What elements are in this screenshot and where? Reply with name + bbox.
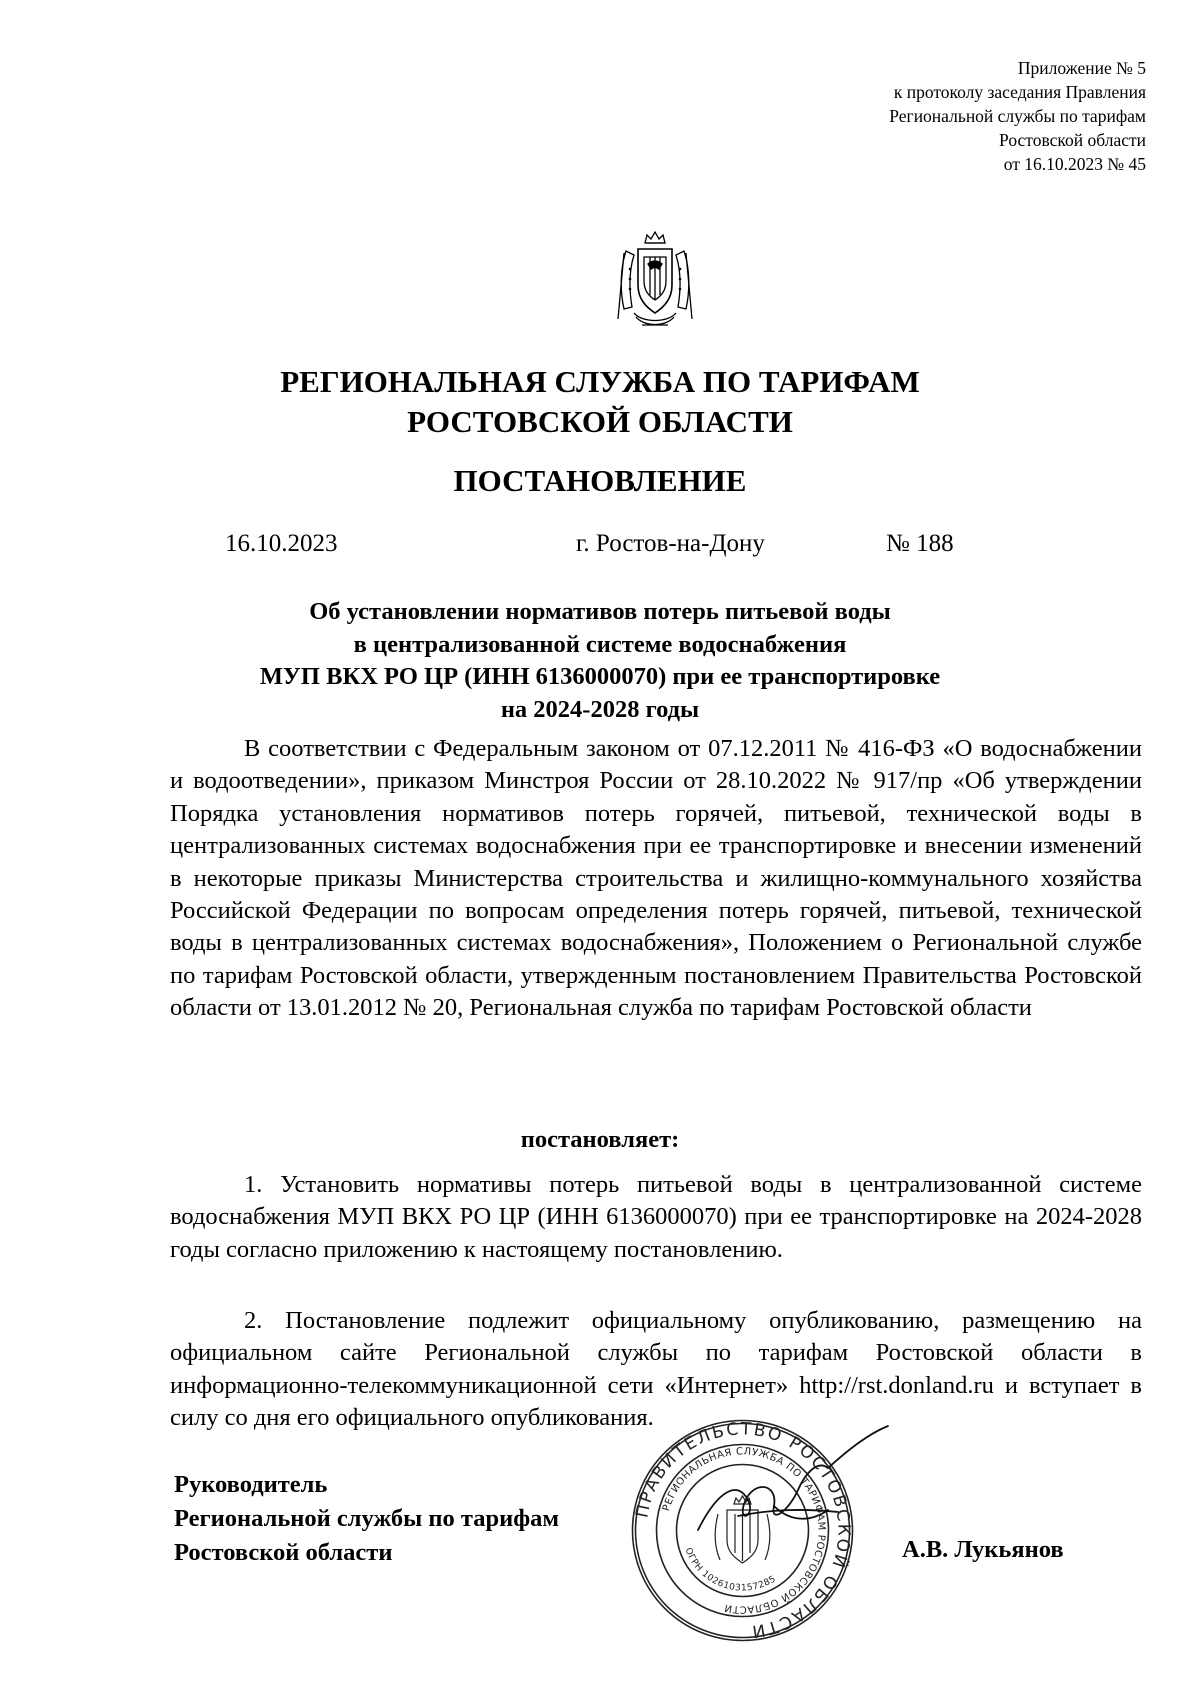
signer-title-line: Региональной службы по тарифам xyxy=(174,1505,560,1532)
stamp-inner-text: РЕГИОНАЛЬНАЯ СЛУЖБА ПО ТАРИФАМ РОСТОВСКОЙ ОБЛАСТИ xyxy=(661,1446,827,1615)
signer-title-line: Ростовской области xyxy=(174,1539,393,1566)
decree-item-2: 2. Постановление подлежит официальному опубликованию, размещению на официальном сайте Региональной службы по тарифам Ростовской области в информационно-телекоммуникационной сети «Интернет» http://rst.donland.ru и вступает в силу со дня его официального опубликования. xyxy=(170,1307,1142,1432)
subject-line: МУП ВКХ РО ЦР (ИНН 6136000070) при ее транспортировке xyxy=(259,663,941,690)
subject-line: Об установлении нормативов потерь питьевой воды xyxy=(309,598,891,625)
signer-name: А.В. Лукьянов xyxy=(902,1536,1064,1563)
signer-title xyxy=(174,1468,559,1570)
stamp-codes: ОГРН 1026103157285 xyxy=(682,1546,778,1594)
signer-title-line: Руководитель xyxy=(174,1471,328,1498)
document-date: 16.10.2023 xyxy=(225,530,338,557)
organization-line: РОСТОВСКОЙ ОБЛАСТИ xyxy=(407,404,793,439)
document-number: № 188 xyxy=(886,530,954,557)
decree-word: постановляет: xyxy=(520,1126,680,1153)
handwritten-signature xyxy=(678,1420,908,1560)
subject-line: в централизованной системе водоснабжения xyxy=(353,630,847,658)
annex-line: Ростовской области xyxy=(999,130,1146,150)
annex-line: от 16.10.2023 № 45 xyxy=(1003,154,1146,174)
annex-line: к протоколу заседания Правления xyxy=(893,82,1146,102)
annex-line: Региональной службы по тарифам xyxy=(889,106,1146,126)
subject-line: на 2024-2028 годы xyxy=(500,695,700,723)
document-subject xyxy=(0,596,1200,726)
preamble-paragraph: В соответствии с Федеральным законом от 07.12.2011 № 416-ФЗ «О водоснабжении и водоотведении», приказом Минстроя России от 28.10.2022 № 917/пр «Об утверждении Порядка установления нормативов потерь горячей, питьевой, технической воды в централизованных системах водоснабжения при ее транспортировке и внесении изменений в некоторые приказы Министерства строительства и жилищно-коммунального хозяйства Российской Федерации по вопросам определения потерь горячей, питьевой, технической воды в централизованных системах водоснабжения», Положением о Региональной службе по тарифам Ростовской области, утвержденным постановлением Правительства Ростовской области от 13.01.2012 № 20, Региональная служба по тарифам Ростовской области xyxy=(170,735,1142,1022)
organization-line: РЕГИОНАЛЬНАЯ СЛУЖБА ПО ТАРИФАМ xyxy=(280,364,920,399)
annex-line: Приложение № 5 xyxy=(1017,58,1146,78)
document-type: ПОСТАНОВЛЕНИЕ xyxy=(453,463,747,498)
document-city: г. Ростов-на-Дону xyxy=(576,530,765,557)
coat-of-arms-icon xyxy=(612,229,698,331)
stamp-outer-text: ПРАВИТЕЛЬСТВО РОСТОВСКОЙ ОБЛАСТИ xyxy=(632,1419,854,1642)
decree-item-1: 1. Установить нормативы потерь питьевой воды в централизованной системе водоснабжения МУП ВКХ РО ЦР (ИНН 6136000070) при ее транспортировке на 2024-2028 годы согласно приложению к настоящему постановлению. xyxy=(170,1171,1142,1263)
organization-name xyxy=(0,362,1200,442)
annex-reference xyxy=(889,56,1146,176)
